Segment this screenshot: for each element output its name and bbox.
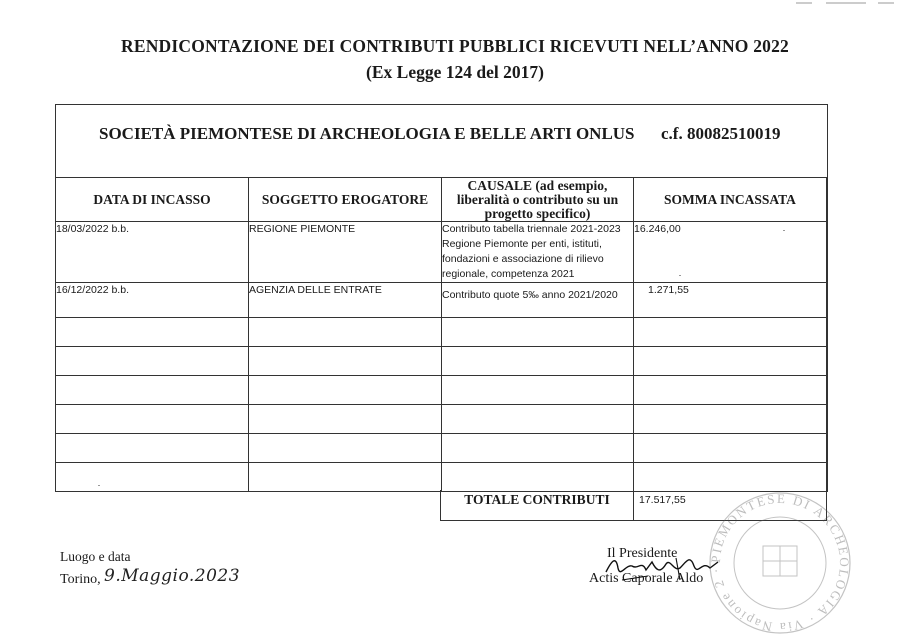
organization-row [56,105,827,178]
scan-speck [98,485,100,486]
contributions-table [55,177,827,492]
row-amount: 16.246,00 [634,222,827,283]
official-stamp [705,488,855,638]
president-label: Il Presidente [607,546,678,561]
scan-speck [783,230,785,231]
row-reason: Contributo quote 5‰ anno 2021/2020 [442,283,634,318]
row-date: 18/03/2022 b.b. [56,222,249,283]
column-header-date: DATA DI INCASSO [56,178,249,222]
scan-marks [796,2,896,12]
document-subtitle: (Ex Legge 124 del 2017) [366,62,544,82]
place-city: Torino, [60,572,101,587]
empty-row [56,434,827,463]
table-row [56,222,827,283]
organization-name: SOCIETÀ PIEMONTESE DI ARCHEOLOGIA E BELLE ARTI ONLUS [99,124,635,143]
scan-speck [679,275,681,276]
stamp-text: PIEMONTESE DI ARCHEOLOGIA · Via Napione 2 · [707,490,853,636]
president-name: Actis Caporale Aldo [589,571,704,586]
place-date-label: Luogo e data [60,549,131,564]
president-signature [602,550,722,584]
empty-row [56,318,827,347]
handwritten-date: 9.Maggio.2023 [104,566,241,586]
table-header-row [56,178,827,222]
row-amount: 1.271,55 [634,283,827,318]
row-issuer: AGENZIA DELLE ENTRATE [249,283,442,318]
column-header-reason: CAUSALE (ad esempio, liberalità o contributo su un progetto specifico) [442,178,634,222]
column-header-issuer: SOGGETTO EROGATORE [249,178,442,222]
organization-tax-code: c.f. 80082510019 [661,124,781,143]
row-issuer: REGIONE PIEMONTE [249,222,442,283]
total-divider [633,490,634,520]
row-reason: Contributo tabella triennale 2021-2023 Regione Piemonte per enti, istituti, fondazioni e associazione di rilievo regionale, competenza 2021 [442,222,634,283]
document-title: RENDICONTAZIONE DEI CONTRIBUTI PUBBLICI RICEVUTI NELL’ANNO 2022 [121,36,789,56]
empty-row [56,347,827,376]
column-header-amount: SOMMA INCASSATA [634,178,827,222]
row-date: 16/12/2022 b.b. [56,283,249,318]
total-label: TOTALE CONTRIBUTI [464,492,610,507]
total-value: 17.517,55 [639,494,686,506]
empty-row [56,405,827,434]
table-row [56,283,827,318]
empty-row [56,376,827,405]
